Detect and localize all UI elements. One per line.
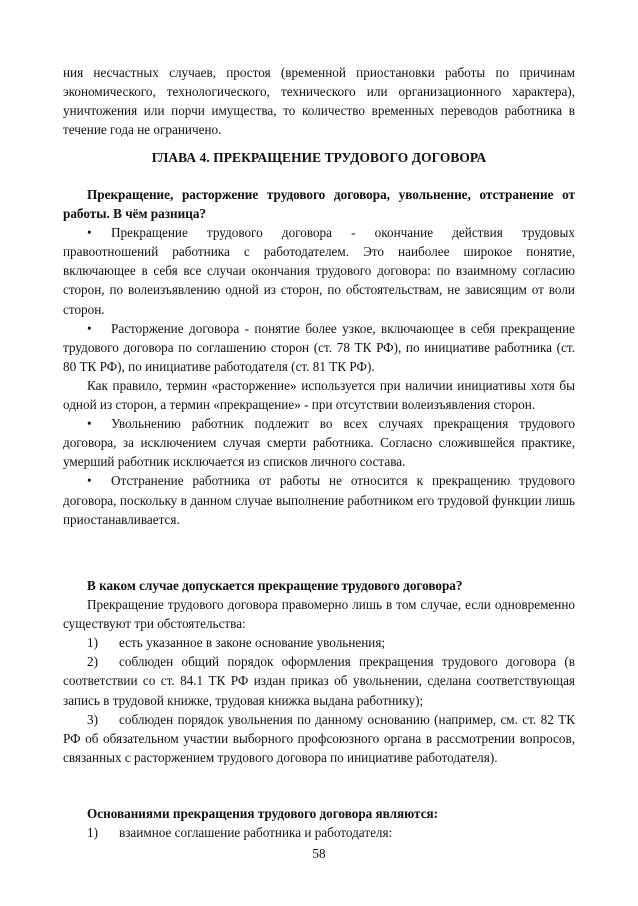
bullet-text: Прекращение трудового договора - окончание действия трудовых правоотношений работника с работодателем. Это наиболее широкое понятие, включающее в себя все случаи окончания трудового договора: по взаимному согласию сторон, по волеизъявлению одной из сторон, по обстоятельствам, не зависящим от воли сторон. <box>63 225 575 317</box>
lead-paragraph: Прекращение трудового договора правомерно лишь в том случае, если одновременно существуют три обстоятельства: <box>63 597 575 632</box>
bullet-item <box>63 319 575 376</box>
note-paragraph: Как правило, термин «расторжение» используется при наличии инициативы хотя бы одной из сторон, а термин «прекращение» - при отсутствии волеизъявления сторон. <box>63 377 575 413</box>
bullet-icon: • <box>87 225 92 241</box>
bullet-text: Отстранение работника от работы не относится к прекращению трудового договора, поскольку в данном случае выполнение работником его трудовой функции лишь приостанавливается. <box>63 473 575 527</box>
item-number: 1) <box>87 635 98 651</box>
section-heading: Прекращение, расторжение трудового договора, увольнение, отстранение от работы. В чём разница? <box>63 187 575 222</box>
section-grounds <box>63 804 575 842</box>
section-when <box>63 576 575 767</box>
page-number: 58 <box>312 846 326 861</box>
item-number: 2) <box>87 654 98 670</box>
bullet-text: Расторжение договора - понятие более узкое, включающее в себя прекращение трудового договора по соглашению сторон (ст. 78 ТК РФ), по инициативе работника (ст. 80 ТК РФ), по инициативе работодателя (ст. 81 ТК РФ). <box>63 320 575 374</box>
section-heading: В каком случае допускается прекращение трудового договора? <box>87 578 463 593</box>
item-number: 3) <box>87 711 98 727</box>
item-text: соблюден общий порядок оформления прекращения трудового договора (в соответствии со ст. 84.1 ТК РФ издан приказ об увольнении, сделана соответствующая запись в трудовой книжке, трудовая книжка выдана работнику); <box>63 654 575 708</box>
numbered-item <box>63 823 575 842</box>
numbered-item <box>63 652 575 709</box>
bullet-item <box>63 414 575 471</box>
item-text: есть указанное в законе основание увольнения; <box>119 635 386 651</box>
item-text: соблюден порядок увольнения по данному основанию (например, см. ст. 82 ТК РФ об обязательном участии выборного профсоюзного органа в рассмотрении вопросов, связанных с расторжением трудового договора по инициативе работодателя). <box>63 711 575 765</box>
bullet-item <box>63 223 575 318</box>
item-number: 1) <box>87 825 98 841</box>
intro-block <box>63 63 575 139</box>
numbered-item <box>63 633 575 652</box>
section-heading: Основаниями прекращения трудового договора являются: <box>87 806 439 821</box>
bullet-icon: • <box>87 320 92 336</box>
numbered-item <box>63 710 575 767</box>
section-difference <box>63 185 575 529</box>
chapter-title: ГЛАВА 4. ПРЕКРАЩЕНИЕ ТРУДОВОГО ДОГОВОРА <box>151 150 487 165</box>
bullet-text: Увольнению работник подлежит во всех случаях прекращения трудового договора, за исключением случая смерти работника. Согласно сложившейся практике, умерший работник исключается из списков личного состава. <box>63 416 575 470</box>
bullet-icon: • <box>87 473 92 489</box>
intro-paragraph: ния несчастных случаев, простоя (временной приостановки работы по причинам экономического, технологического, технического или организационного характера), уничтожения или порчи имущества, то количество временных переводов работника в течение года не ограничено. <box>63 65 575 138</box>
item-text: взаимное соглашение работника и работодателя: <box>119 825 393 841</box>
bullet-icon: • <box>87 416 92 432</box>
bullet-item <box>63 471 575 528</box>
